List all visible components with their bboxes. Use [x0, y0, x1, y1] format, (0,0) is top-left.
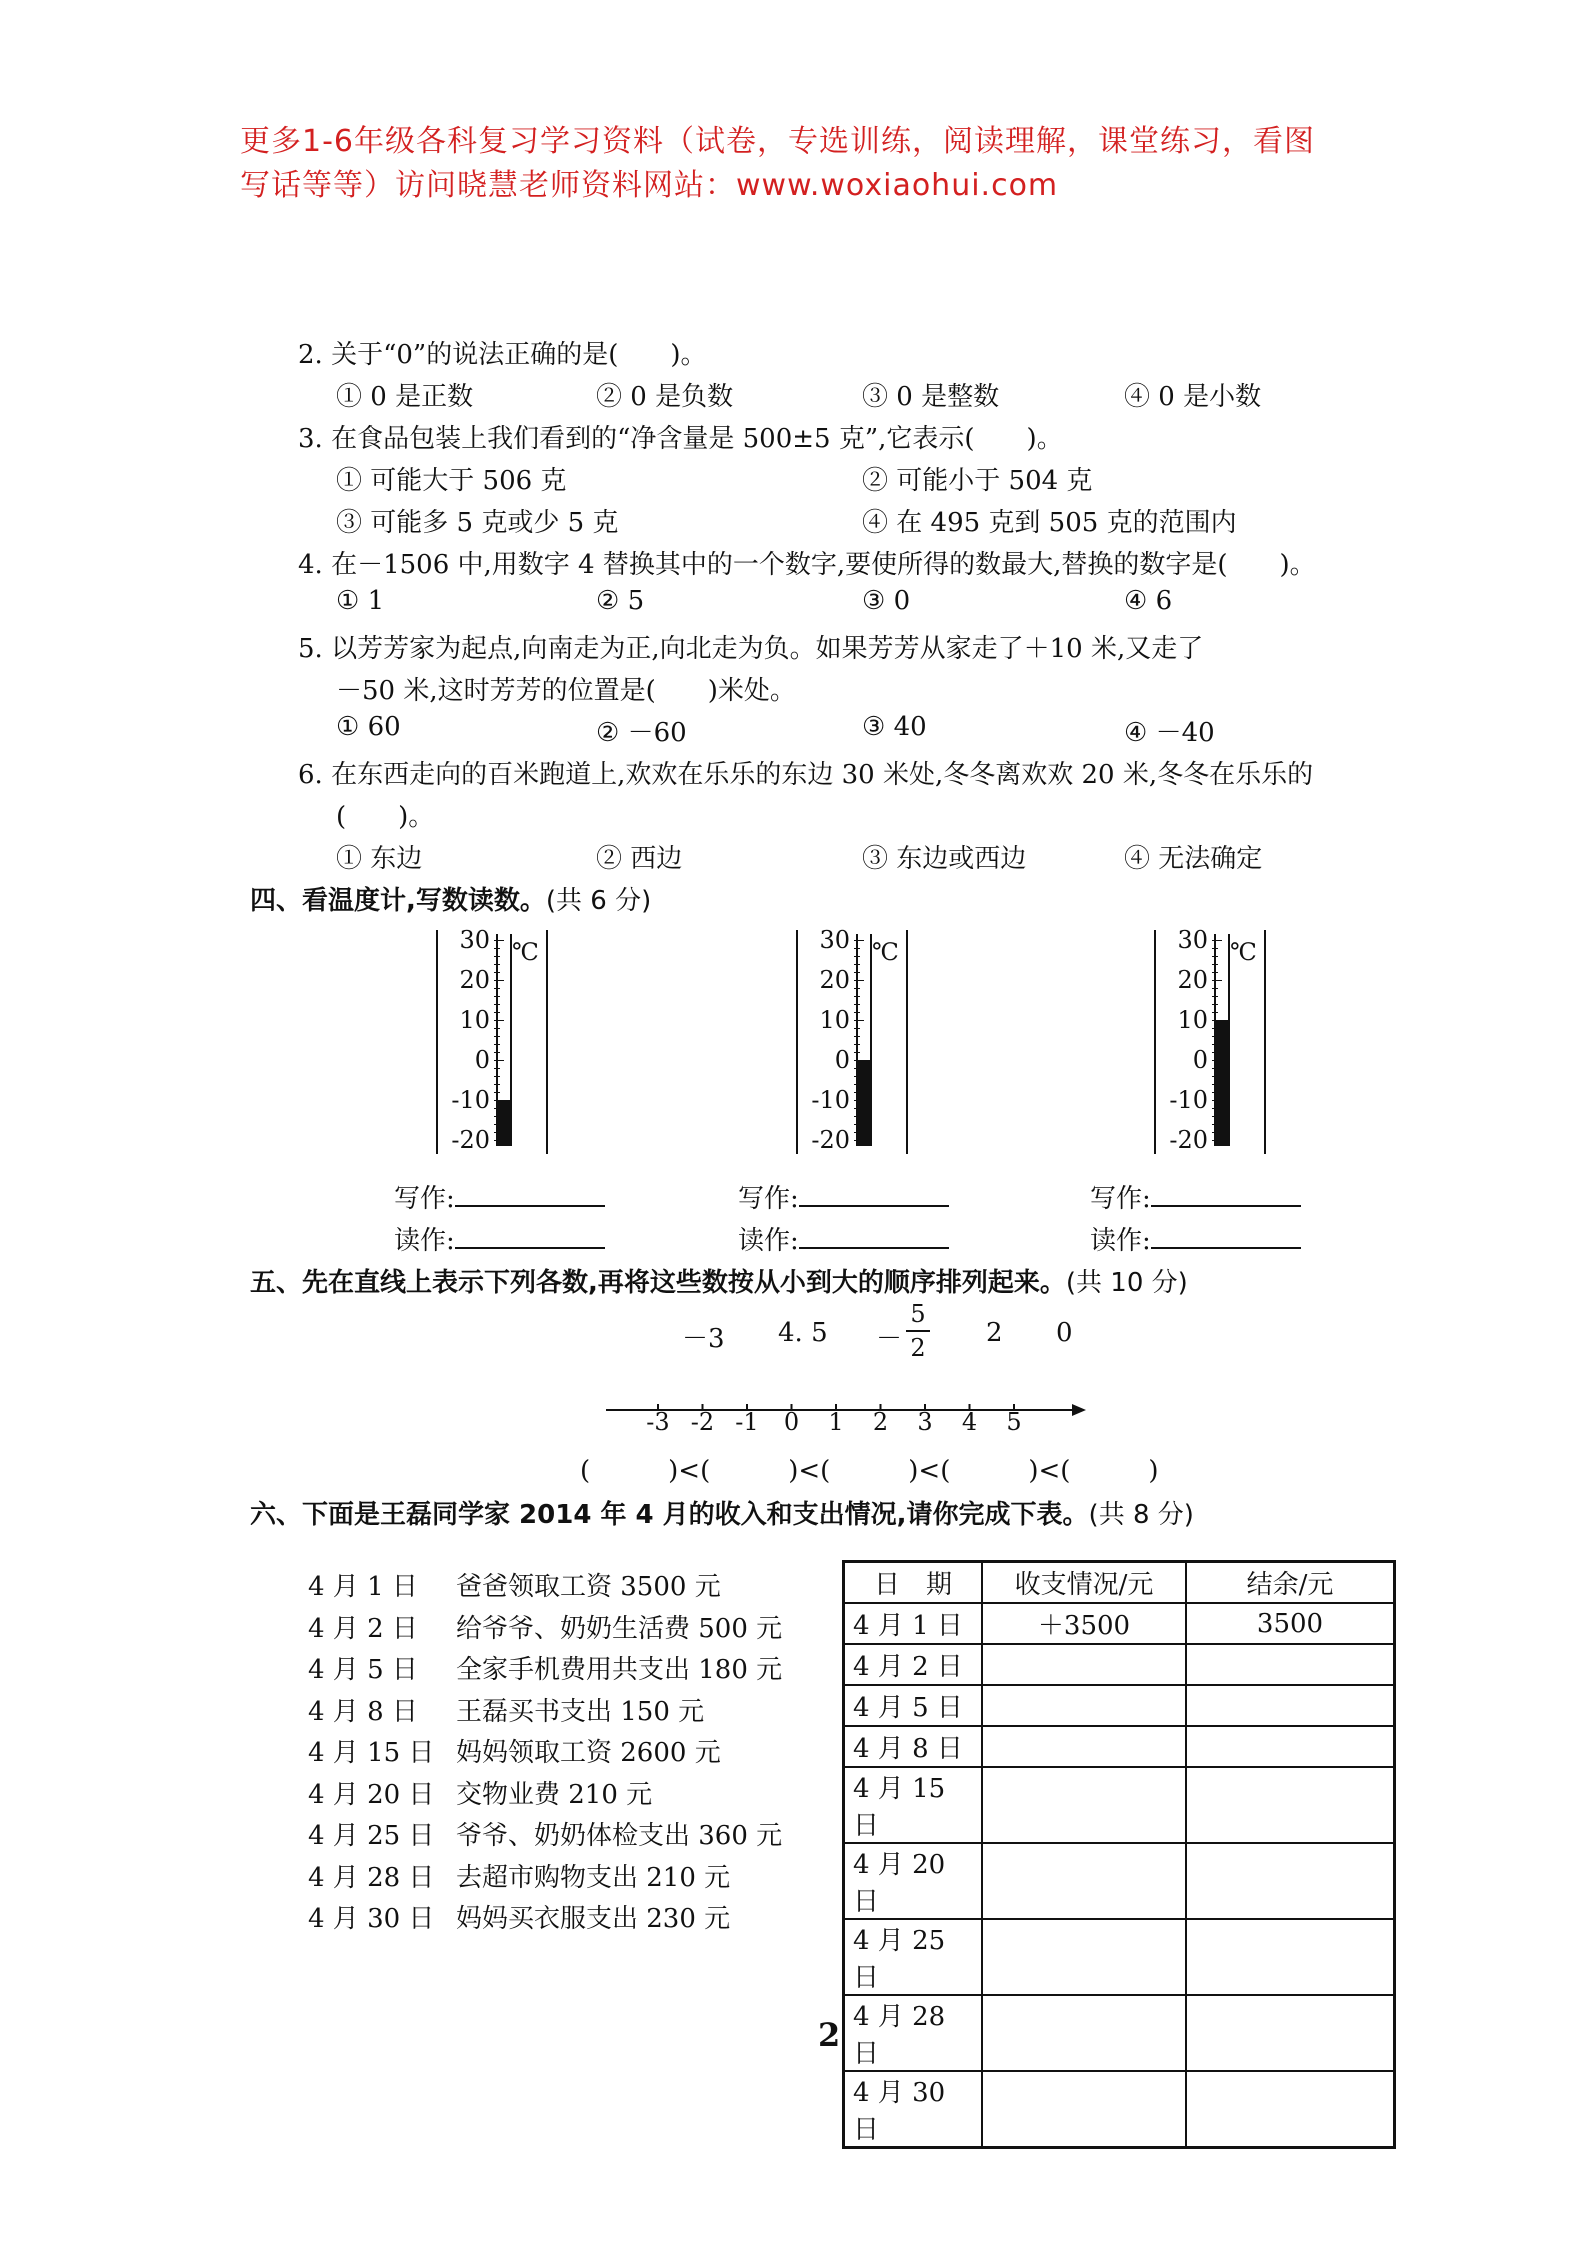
scale-tick [1212, 1100, 1222, 1101]
question-6-line-2: ( )。 [336, 802, 435, 832]
scale-tick [494, 956, 500, 957]
number-line-label: 3 [917, 1408, 933, 1436]
number-line-label: -3 [646, 1408, 670, 1436]
ledger-balance-cell[interactable] [1186, 1843, 1395, 1919]
scale-tick [1212, 1092, 1218, 1093]
number-neg3: －3 [682, 1324, 725, 1354]
scale-tick [854, 996, 860, 997]
record-description: 妈妈领取工资 2600 元 [456, 1738, 721, 1768]
scale-tick [1212, 1004, 1218, 1005]
record-description: 全家手机费用共支出 180 元 [456, 1655, 783, 1685]
scale-tick [854, 1140, 864, 1141]
scale-label: -10 [1169, 1086, 1208, 1114]
ledger-row [844, 1644, 1395, 1685]
scale-tick [494, 1036, 500, 1037]
record-description: 去超市购物支出 210 元 [456, 1862, 731, 1893]
scale-label: -20 [451, 1126, 490, 1154]
record-date: 4 月 25 日 [308, 1821, 435, 1851]
number-line-label: -1 [735, 1408, 759, 1436]
thermo-2-write [738, 1178, 949, 1215]
scale-tick [494, 980, 504, 981]
question-3: 3. 在食品包装上我们看到的“净含量是 500±5 克”,它表示( )。 [298, 424, 1063, 454]
thermometer-frame-right [1264, 930, 1266, 1154]
celsius-unit: ℃ [1230, 938, 1257, 966]
ledger-balance-cell[interactable] [1186, 1726, 1395, 1767]
scale-tick [1212, 1044, 1218, 1045]
read-label: 读作: [738, 1226, 799, 1256]
header-balance: 结余/元 [1186, 1562, 1395, 1604]
celsius-unit: ℃ [512, 938, 539, 966]
record-date: 4 月 8 日 [308, 1696, 418, 1727]
scale-tick [1212, 980, 1222, 981]
scale-tick [854, 1028, 860, 1029]
scale-tick [854, 956, 860, 957]
scale-tick [494, 1020, 504, 1021]
number-4-5: 4. 5 [778, 1318, 828, 1348]
ledger-amount-cell: ＋3500 [982, 1603, 1186, 1644]
read-label: 读作: [394, 1226, 455, 1256]
q5-option-3: ③ 40 [862, 712, 927, 742]
scale-label: 20 [1177, 966, 1208, 994]
scale-tick [1212, 964, 1218, 965]
scale-tick [1212, 1116, 1218, 1117]
scale-tick [1212, 972, 1218, 973]
thermometer-tube [1214, 934, 1230, 1146]
scale-label: 20 [819, 966, 850, 994]
number-line-label: 2 [872, 1408, 889, 1436]
number-0: 0 [1056, 1318, 1073, 1348]
question-6-line-1: 6. 在东西走向的百米跑道上,欢欢在乐乐的东边 30 米处,冬冬离欢欢 20 米,冬冬在乐乐的 [298, 760, 1314, 790]
scale-tick [1212, 956, 1218, 957]
scale-tick [854, 1116, 860, 1117]
ledger-balance-cell[interactable] [1186, 1919, 1395, 1995]
ledger-date-cell: 4 月 20 日 [844, 1843, 983, 1919]
scale-tick [494, 972, 500, 973]
scale-tick [1212, 1036, 1218, 1037]
thermometer-3 [1154, 924, 1294, 1154]
record-description: 妈妈买衣服支出 230 元 [456, 1904, 731, 1934]
scale-tick [494, 948, 500, 949]
scale-tick [1212, 1060, 1222, 1061]
scale-tick [494, 1108, 500, 1109]
thermo-3-write [1090, 1178, 1301, 1215]
question-5-line-2: －50 米,这时芳芳的位置是( )米处。 [336, 676, 796, 706]
scale-tick [854, 1036, 860, 1037]
fraction-bar [906, 1330, 930, 1332]
scale-label: 0 [474, 1046, 490, 1074]
scale-tick [854, 1068, 860, 1069]
record-description: 给爷爷、奶奶生活费 500 元 [456, 1613, 783, 1644]
scale-label: 30 [459, 926, 490, 954]
scale-tick [494, 1068, 500, 1069]
record-date: 4 月 20 日 [308, 1779, 435, 1810]
thermometer-frame-left [436, 930, 438, 1154]
scale-tick [1212, 988, 1218, 989]
fraction-denominator: 2 [910, 1334, 926, 1362]
record-description: 爷爷、奶奶体检支出 360 元 [456, 1821, 783, 1851]
question-4: 4. 在－1506 中,用数字 4 替换其中的一个数字,要使所得的数最大,替换的数字是( )。 [298, 550, 1316, 580]
number-line-label: 1 [828, 1408, 844, 1436]
scale-label: 10 [459, 1006, 490, 1034]
answer-blank[interactable] [1151, 1225, 1301, 1249]
q2-option-2: ② 0 是负数 [596, 382, 734, 412]
ledger-row [844, 1919, 1395, 1995]
scale-tick [1212, 1020, 1222, 1021]
promo-header-line-1: 更多1-6年级各科复习学习资料（试卷，专选训练，阅读理解，课堂练习，看图 [240, 124, 1315, 159]
scale-tick [854, 1108, 860, 1109]
ledger-date-cell: 4 月 8 日 [844, 1726, 983, 1767]
thermometer-1 [436, 924, 576, 1154]
section-4-points: (共 6 分) [545, 886, 652, 916]
ledger-amount-cell[interactable] [982, 1767, 1186, 1843]
q5-option-2: ② －60 [596, 718, 687, 748]
record-date: 4 月 30 日 [308, 1904, 435, 1934]
section-5-points: (共 10 分) [1065, 1268, 1188, 1298]
q2-option-3: ③ 0 是整数 [862, 382, 1000, 412]
scale-tick [494, 964, 500, 965]
scale-tick [854, 1004, 860, 1005]
mercury-column [1216, 1020, 1228, 1146]
page-number: 2 [818, 2016, 841, 2054]
record-date: 4 月 15 日 [308, 1738, 435, 1768]
question-5-line-1: 5. 以芳芳家为起点,向南走为正,向北走为负。如果芳芳从家走了＋10 米,又走了 [298, 634, 1204, 664]
scale-tick [854, 1052, 860, 1053]
section-4-title [250, 880, 651, 917]
read-label: 读作: [1090, 1226, 1151, 1256]
section-5-title [250, 1262, 1188, 1299]
scale-tick [494, 1100, 504, 1101]
ledger-row [844, 2071, 1395, 2148]
q6-option-3: ③ 东边或西边 [862, 844, 1027, 874]
record-date: 4 月 2 日 [308, 1613, 418, 1644]
scale-tick [854, 1092, 860, 1093]
ledger-date-cell: 4 月 15 日 [844, 1767, 983, 1843]
scale-tick [854, 1124, 860, 1125]
scale-label: 0 [834, 1046, 850, 1074]
ledger-row [844, 1685, 1395, 1726]
answer-blank[interactable] [1151, 1183, 1301, 1207]
ledger-amount-cell[interactable] [982, 1644, 1186, 1685]
scale-tick [854, 1084, 860, 1085]
celsius-unit: ℃ [872, 938, 899, 966]
scale-tick [854, 1012, 860, 1013]
scale-tick [494, 988, 500, 989]
scale-label: -20 [1169, 1126, 1208, 1154]
q3-option-1: ① 可能大于 506 克 [336, 466, 567, 496]
q2-option-1: ① 0 是正数 [336, 382, 474, 412]
thermometer-2 [796, 924, 936, 1154]
ledger-row [844, 1726, 1395, 1767]
scale-label: 30 [819, 926, 850, 954]
fraction-sign: － [876, 1324, 903, 1354]
write-label: 写作: [1090, 1184, 1151, 1214]
ledger-date-cell: 4 月 2 日 [844, 1644, 983, 1685]
thermometer-tube [856, 934, 872, 1146]
section-4-title-text: 四、看温度计,写数读数。 [250, 886, 546, 916]
ledger-date-cell: 4 月 1 日 [844, 1603, 983, 1644]
record-date: 4 月 1 日 [308, 1572, 418, 1602]
ledger-balance-cell[interactable] [1186, 1644, 1395, 1685]
record-description: 爸爸领取工资 3500 元 [456, 1572, 721, 1602]
scale-tick [494, 1076, 500, 1077]
number-line-label: -2 [690, 1408, 715, 1436]
scale-label: 30 [1177, 926, 1208, 954]
record-description: 交物业费 210 元 [456, 1779, 653, 1810]
mercury-column [858, 1060, 870, 1146]
scale-tick [494, 1028, 500, 1029]
scale-tick [494, 1044, 500, 1045]
scale-tick [1212, 1076, 1218, 1077]
scale-label: 0 [1192, 1046, 1208, 1074]
scale-tick [854, 988, 860, 989]
section-6-title-text: 六、下面是王磊同学家 2014 年 4 月的收入和支出情况,请你完成下表。 [250, 1500, 1089, 1530]
scale-tick [854, 1044, 860, 1045]
scale-tick [494, 1092, 500, 1093]
scale-tick [1212, 948, 1218, 949]
ledger-amount-cell[interactable] [982, 1995, 1186, 2071]
scale-label: -10 [451, 1086, 490, 1114]
fraction-numerator: 5 [910, 1300, 926, 1328]
scale-label: 10 [819, 1006, 850, 1034]
scale-tick [854, 980, 864, 981]
thermo-3-read [1090, 1220, 1301, 1257]
ledger-header-row [844, 1562, 1395, 1604]
ledger-balance-cell[interactable] [1186, 1767, 1395, 1843]
record-description: 王磊买书支出 150 元 [456, 1696, 705, 1727]
scale-tick [1212, 996, 1218, 997]
scale-tick [494, 1052, 500, 1053]
scale-tick [494, 1132, 500, 1133]
q4-option-4: ④ 6 [1124, 586, 1173, 616]
scale-tick [854, 964, 860, 965]
thermometer-frame-right [906, 930, 908, 1154]
promo-header-line-2: 写话等等）访问晓慧老师资料网站：www.woxiaohui.com [240, 168, 1059, 203]
scale-tick [1212, 1140, 1222, 1141]
thermo-1-write [394, 1178, 605, 1215]
q3-option-3: ③ 可能多 5 克或少 5 克 [336, 508, 619, 538]
fraction-5-over-2 [906, 1300, 930, 1362]
thermometer-tube [496, 934, 512, 1146]
scale-tick [494, 1012, 500, 1013]
ledger-balance-cell: 3500 [1186, 1603, 1395, 1644]
ledger-amount-cell[interactable] [982, 2071, 1186, 2148]
header-date: 日 期 [844, 1562, 983, 1604]
scale-tick [1212, 1132, 1218, 1133]
header-amount: 收支情况/元 [982, 1562, 1186, 1604]
answer-blank[interactable] [799, 1183, 949, 1207]
scale-tick [1212, 1052, 1218, 1053]
thermo-1-read [394, 1220, 605, 1257]
scale-tick [854, 940, 864, 941]
ledger-date-cell: 4 月 28 日 [844, 1995, 983, 2071]
question-2: 2. 关于“0”的说法正确的是( )。 [298, 340, 707, 370]
write-label: 写作: [738, 1184, 799, 1214]
thermo-2-read [738, 1220, 949, 1257]
ledger-row [844, 1995, 1395, 2071]
number-line-arrow [1072, 1404, 1086, 1416]
write-label: 写作: [394, 1184, 455, 1214]
scale-tick [1212, 1124, 1218, 1125]
scale-tick [854, 1076, 860, 1077]
q5-option-4: ④ －40 [1124, 718, 1215, 748]
q3-option-2: ② 可能小于 504 克 [862, 466, 1093, 496]
scale-tick [854, 1060, 864, 1061]
scale-tick [1212, 1084, 1218, 1085]
answer-blank[interactable] [455, 1225, 605, 1249]
order-blanks[interactable]: ( )<( )<( )<( )<( ) [580, 1456, 1159, 1486]
ledger-date-cell: 4 月 5 日 [844, 1685, 983, 1726]
scale-label: 20 [459, 966, 490, 994]
ledger-amount-cell[interactable] [982, 1919, 1186, 1995]
scale-tick [494, 1116, 500, 1117]
answer-blank[interactable] [799, 1225, 949, 1249]
ledger-amount-cell[interactable] [982, 1843, 1186, 1919]
number-line-label: 5 [1006, 1408, 1022, 1436]
q4-option-2: ② 5 [596, 586, 645, 616]
ledger-table [842, 1560, 1396, 2149]
ledger-balance-cell[interactable] [1186, 1685, 1395, 1726]
thermometer-frame-left [1154, 930, 1156, 1154]
q4-option-1: ① 1 [336, 586, 385, 616]
ledger-balance-cell[interactable] [1186, 2071, 1395, 2148]
q4-option-3: ③ 0 [862, 586, 911, 616]
scale-tick [494, 996, 500, 997]
scale-tick [494, 1060, 504, 1061]
scale-tick [494, 940, 504, 941]
ledger-row [844, 1603, 1395, 1644]
scale-tick [854, 1020, 864, 1021]
section-6-points: (共 8 分) [1088, 1500, 1194, 1530]
ledger-row [844, 1843, 1395, 1919]
q2-option-4: ④ 0 是小数 [1124, 382, 1262, 412]
scale-tick [1212, 940, 1222, 941]
ledger-amount-cell[interactable] [982, 1726, 1186, 1767]
ledger-row [844, 1767, 1395, 1843]
record-date: 4 月 5 日 [308, 1655, 418, 1685]
scale-tick [854, 1100, 864, 1101]
ledger-date-cell: 4 月 30 日 [844, 2071, 983, 2148]
scale-tick [494, 1140, 504, 1141]
scale-tick [1212, 1028, 1218, 1029]
q3-option-4: ④ 在 495 克到 505 克的范围内 [862, 508, 1237, 538]
number-line-label: 4 [961, 1408, 978, 1436]
q6-option-2: ② 西边 [596, 844, 683, 874]
thermometer-frame-right [546, 930, 548, 1154]
scale-tick [854, 972, 860, 973]
scale-label: 10 [1177, 1006, 1208, 1034]
scale-tick [1212, 1108, 1218, 1109]
thermometer-frame-left [796, 930, 798, 1154]
section-5-title-text: 五、先在直线上表示下列各数,再将这些数按从小到大的顺序排列起来。 [250, 1268, 1066, 1298]
section-6-title [250, 1494, 1194, 1531]
scale-tick [1212, 1068, 1218, 1069]
scale-tick [854, 948, 860, 949]
scale-tick [854, 1132, 860, 1133]
scale-tick [1212, 1012, 1218, 1013]
ledger-balance-cell[interactable] [1186, 1995, 1395, 2071]
record-date: 4 月 28 日 [308, 1862, 435, 1893]
q6-option-4: ④ 无法确定 [1124, 844, 1263, 874]
scale-tick [494, 1084, 500, 1085]
scale-tick [494, 1004, 500, 1005]
scale-tick [494, 1124, 500, 1125]
ledger-date-cell: 4 月 25 日 [844, 1919, 983, 1995]
number-2: 2 [986, 1318, 1003, 1348]
number-line-label: 0 [783, 1408, 800, 1436]
scale-label: -10 [811, 1086, 850, 1114]
scale-label: -20 [811, 1126, 850, 1154]
q6-option-1: ① 东边 [336, 844, 423, 874]
q5-option-1: ① 60 [336, 712, 401, 742]
answer-blank[interactable] [455, 1183, 605, 1207]
ledger-amount-cell[interactable] [982, 1685, 1186, 1726]
